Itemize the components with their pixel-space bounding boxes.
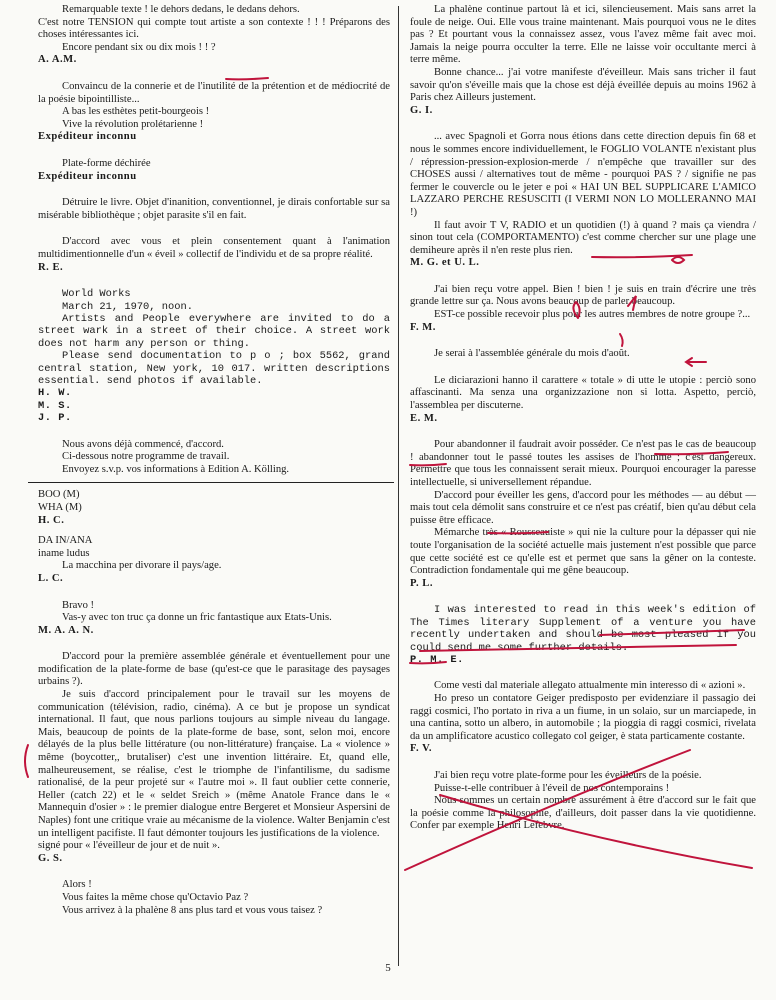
entry-text: ... avec Spagnoli et Gorra nous étions dans cette direction depuis fin 68 et nous le sommes encore individuellement, le FOGLIO VOLANTE n'existant plus / répression-pression-explosion-merde / n'empêche que travailler sur des CHOSES aussi / alternatives tout de même - pourquoi PAS ? / signifie ne pas fermer le couvercle ou le jeter e poi « HAI UN BEL SUPPLICARE L'AMICO LAZZARO PERCHE RESUSCITI (I VERMI NON LO MOLLERANNO MAI !) [410,131,756,218]
entry-text: signé pour « l'éveilleur de jour et de nuit ». [38,840,220,852]
entry-text: Envoyez s.v.p. vos informations à Edition A. Kölling. [62,463,290,475]
entry-text: DA IN/ANA [38,535,93,547]
entry-text: Vas-y avec ton truc ça donne un fric fantastique aux Etats-Unis. [62,612,332,624]
entry-text: Nous sommes un certain nombre assurément à être d'accord sur le fait que la poésie comme la philosophie, d'ailleurs, doit passer dans la vie quotidienne. Confer par exemple Henri Lefebvre. [410,795,756,832]
letter-entry [38,651,390,865]
entry-text: BOO (M) [38,489,80,501]
signature: F. M. [410,321,436,333]
signature: Expéditeur inconnu [38,131,137,143]
entry-text: Nous avons déjà commencé, d'accord. [62,438,224,450]
entry-text: Vous arrivez à la phalène 8 ans plus tard et vous vous taisez ? [62,904,323,916]
signature: J. P. [38,412,72,425]
entry-text: EST-ce possible recevoir plus pour les autres membres de notre groupe ?... [434,309,751,321]
right-column [410,4,756,833]
letter-entry [410,131,756,270]
entry-text: WHA (M) [38,501,82,513]
bracket-mark [25,745,28,777]
entry-text: Il faut avoir T V, RADIO et un quotidien (!) à quand ? mais ça viendra / sinon tout cela (COMPORTAMENTO) c'est comme chercher sur une plage une demiheure après il n'en reste plus rien. [410,219,756,256]
entry-text: C'est notre TENSION qui compte tout artiste a son contexte ! ! ! Préparons des choses intéressantes ici. [38,16,390,41]
entry-text: La macchina per divorare il pays/age. [62,560,222,572]
signature: L. C. [38,572,64,584]
entry-text: D'accord pour la première assemblée générale et éventuellement pour une modification de la plate-forme de base (qu'est-ce que le parasitage des paysages urbains ?). [38,651,390,688]
entry-text: Bravo ! [62,599,95,611]
letter-entry [38,158,390,183]
entry-text: I was interested to read in this week's edition of The Times literary Supplement of a venture you have recently undertaken and should be most pleased if you could send me some further details. [410,604,756,654]
signature: Expéditeur inconnu [38,170,137,182]
entry-text: March 21, 1970, noon. [62,300,193,313]
entry-text: Détruire le livre. Objet d'inanition, conventionnel, je dirais confortable sur sa misérable bibliothèque ; objet parasite s'il en fait. [38,197,390,221]
letter-entry [38,535,390,585]
letter-entry [38,439,390,477]
entry-text: J'ai bien reçu votre plate-forme pour les éveilleurs de la poésie. [434,769,702,781]
entry-text: Je suis d'accord principalement pour le travail sur les moyens de communication (télévision, radio, cinéma). A ce but je propose un syndicat international. Il faut, que nous parlions toujours au simple niveau du langage. Mais, beaucoup de points de la plate-forme de base, sont, selon moi, encore délayés de la plus belle littérature (ou non-littérature) française. La « violence » même (boycotter,, brutaliser) c'est une invention littéraire. Et, quand elle, malheureusement, se réalise, c'est le triomphe de l'infantilisme, du sadisme rationalisé, de la peur projeté sur « l'autre moi ». Il faut oublier cette connerie, Heller (catch 22) et le « seldet Sreich » (même Anatole France dans le « Mannequin d'osier » : le premier dialogue entre Bergeret et Monsieur Aspersini de Naples) font une critique vraie au mécanisme de la violence. Walter Benjamin c'est un intelligent pacifiste. Il faut démonter toujours les justifications de la violence. [38,689,390,839]
entry-text: Artists and People everywhere are invited to do a street wark in a street of their choice. A street work does not harm any person or thing. [38,312,390,350]
left-column [38,4,390,917]
letter-entry [410,284,756,334]
signature: M. G. et U. L. [410,257,480,269]
entry-text: D'accord avec vous et plein consentement quant à l'animation multidimentionnelle d'un « éveil » collectif de l'individu et de sa propre réalité. [38,236,390,260]
entry-text: Ci-dessous notre programme de travail. [62,451,230,463]
signature: P. L. [410,577,434,589]
signature: E. M. [410,412,438,424]
entry-text: Le diciarazioni hanno il carattere « totale » di utte le utopie : perciò sono affascinanti. Ma senza una organizzazione non si lotta. Aspetto, perciò, l'assemblea per discuterne. [410,374,756,412]
signature: R. E. [38,261,64,273]
signature: F. V. [410,743,433,755]
signature: G. S. [38,852,63,864]
entry-text: World Works [62,288,131,301]
letter-entry [410,348,756,361]
entry-text: Encore pendant six ou dix mois ! ! ? [62,41,216,53]
entry-text: Convaincu de la connerie et de l'inutilité de la prétention et de médiocrité de la poésie bipointilliste... [38,80,390,105]
entry-text: Pour abandonner il faudrait avoir posséder. Ce n'est pas le cas de beaucoup ! abandonner tout le passé toutes les assises de l'homme ; c'est dangereux. Permettre que tous les connaissent serait mieux. Pourquoi encourager la paresse intellectuelle, si universellement répandue. [410,439,756,488]
letter-entry [38,600,390,638]
entry-text: J'ai bien reçu votre appel. Bien ! bien ! je suis en train d'écrire une très grande lettre sur ça. Nous avons beaucoup de parler beaucoup. [410,283,756,308]
section-rule [28,482,394,483]
entry-text: iname ludus [38,547,90,559]
entry-text: Remarquable texte ! le dehors dedans, le dedans dehors. [62,4,300,15]
entry-text: Come vesti dal materiale allegato attualmente min interesso di « azioni ». [434,680,746,692]
letter-entry [38,81,390,144]
entry-text: Puisse-t-elle contribuer à l'éveil de nos contemporains ! [434,782,670,794]
entry-text: Please send documentation to p o ; box 5562, grand central station, New york, 10 017. written descriptions essential. send photos if available. [38,350,390,387]
signature: G. I. [410,104,433,116]
entry-text: Alors ! [62,879,92,891]
entry-text: A bas les esthètes petit-bourgeois ! [62,106,210,118]
entry-text: Plate-forme déchirée [62,157,151,169]
page-number: 5 [385,962,391,974]
entry-text: Je serai à l'assemblée générale du mois d'août. [434,348,630,360]
letter-entry [410,604,756,666]
signature: M. A. A. N. [38,624,94,636]
entry-text: Mémarche très « Rousseauiste » qui nie la culture pour la dépasser qui nie toute l'organisation de la société actuelle mais justement n'est possible que parce que cette société est ce qu'elle est et permet que sans la gêner on la conteste. Contradiction fondamentale qui me gêne beaucoup. [410,527,756,577]
signature: H. C. [38,514,65,526]
letter-entry [38,879,390,917]
signature: M. S. [38,399,72,412]
letter-entry [410,680,756,756]
entry-text: Bonne chance... j'ai votre manifeste d'éveilleur. Mais sans tricher il faut savoir qu'on s'éveille mais que la chose est déjà éveillée depuis au moins 1962 à Paris chez Ailleurs justement. [410,66,756,104]
entry-text: D'accord pour éveiller les gens, d'accord pour les méthodes — au début — mais tout cela démolit sans construire et ce n'est pas créatif, bien qu'au début cela puisse être efficace. [410,489,756,526]
entry-text: Vive la révolution prolétarienne ! [62,118,204,130]
entry-text: Ho preso un contatore Geiger predisposto per evidenziare il passagio dei raggi cosmici, l'ho portato in riva a un fiume, in un solaio, sur un marciapede, in una cantina, sotto un albero, in automobile ; la pioggia di raggi cosmici, rivelata da un amplificatore acustico collegato col geiger, è stata particamente costante. [410,692,756,742]
letter-entry [410,4,756,117]
letter-entry [410,770,756,833]
signature: A. A.M. [38,54,77,66]
letter-entry [38,197,390,222]
column-divider [398,6,399,966]
entry-text: Vous faites la même chose qu'Octavio Paz ? [62,891,249,903]
letter-entry [410,439,756,590]
letter-entry [38,489,390,527]
signature: H. W. [38,387,72,400]
entry-text: La phalène continue partout là et ici, silencieusement. Mais sans arret la foule de neige. Oui. Elle vous traine maintenant. Mais pourquoi vous ne le dites pas ? Et pourtant vous la connaissez assez, vous l'avez même fait avec moi. Jamais la neige pourra occulter la terre. Elle ne laisse voir occultante merci à terre même. [410,4,756,66]
letter-entry [38,4,390,67]
signature: P. M. E. [410,653,464,666]
letter-entry [410,375,756,425]
letter-entry [38,236,390,274]
letter-entry [38,288,390,424]
